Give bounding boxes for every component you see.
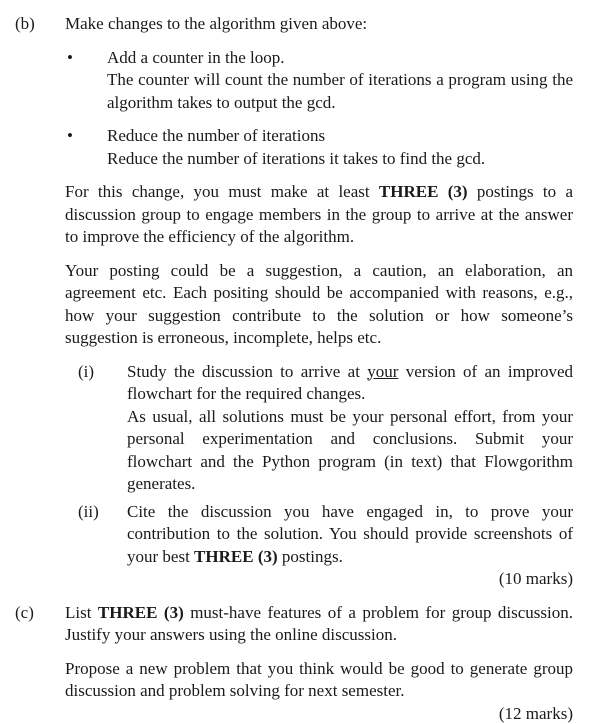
marks-label: (12 marks) <box>498 703 573 723</box>
paragraph: Cite the discussion you have engaged in, to prove your contribution to the solution. You should provide screenshots of your best THREE (3) postings. <box>127 501 573 566</box>
bullet-item-counter <box>65 47 573 115</box>
sub-item-text <box>127 501 573 569</box>
section-b-content <box>65 13 573 591</box>
paragraph-propose-problem: Propose a new problem that you think would be good to generate group discussion and problem solving for next semester. <box>65 658 573 700</box>
section-b <box>15 13 573 591</box>
sub-item-label: (ii) <box>78 501 99 521</box>
section-c <box>15 602 573 724</box>
paragraph-posting-guidance: Your posting could be a suggestion, a caution, an elaboration, an agreement etc. Each positing should be accompanied with reasons, e.g., how your suggestion contribute to the solution or how someone’s suggestion is erroneous, incomplete, helps etc. <box>65 260 573 347</box>
marks-label: (10 marks) <box>498 569 573 588</box>
bullet-paragraph: The counter will count the number of iterations a program using the algorithm takes to output the gcd. <box>107 70 573 112</box>
paragraph-change-requirement: For this change, you must make at least THREE (3) postings to a discussion group to engage members in the group to arrive at the answer to improve the efficiency of the algorithm. <box>65 182 573 246</box>
paragraph-list-features: List THREE (3) must-have features of a problem for group discussion. Justify your answers using the online discussion. <box>65 602 574 644</box>
sub-item-label: (i) <box>78 361 95 381</box>
sub-item-i <box>65 361 573 496</box>
bullet-item-iterations <box>65 125 573 170</box>
section-c-content <box>65 602 573 724</box>
bullet-line: Add a counter in the loop. <box>107 47 285 67</box>
bullet-paragraph: Reduce the number of iterations it takes to find the gcd. <box>107 148 486 168</box>
section-c-label: (c) <box>15 602 34 622</box>
bullet-icon: • <box>67 126 73 145</box>
bullet-text <box>107 47 573 115</box>
bullet-line: Reduce the number of iterations <box>107 126 326 145</box>
sub-item-ii <box>65 501 573 569</box>
section-b-intro: Make changes to the algorithm given above: <box>65 14 368 33</box>
sub-item-text <box>127 361 573 496</box>
section-b-label: (b) <box>15 14 35 33</box>
bullet-icon: • <box>67 47 73 67</box>
bullet-text <box>107 125 573 170</box>
paragraph: Study the discussion to arrive at your version of an improved flowchart for the required changes. <box>127 361 573 403</box>
paragraph: As usual, all solutions must be your personal effort, from your personal experimentation and conclusions. Submit your flowchart and the Python program (in text) that Flowgorithm generates. <box>127 406 573 493</box>
